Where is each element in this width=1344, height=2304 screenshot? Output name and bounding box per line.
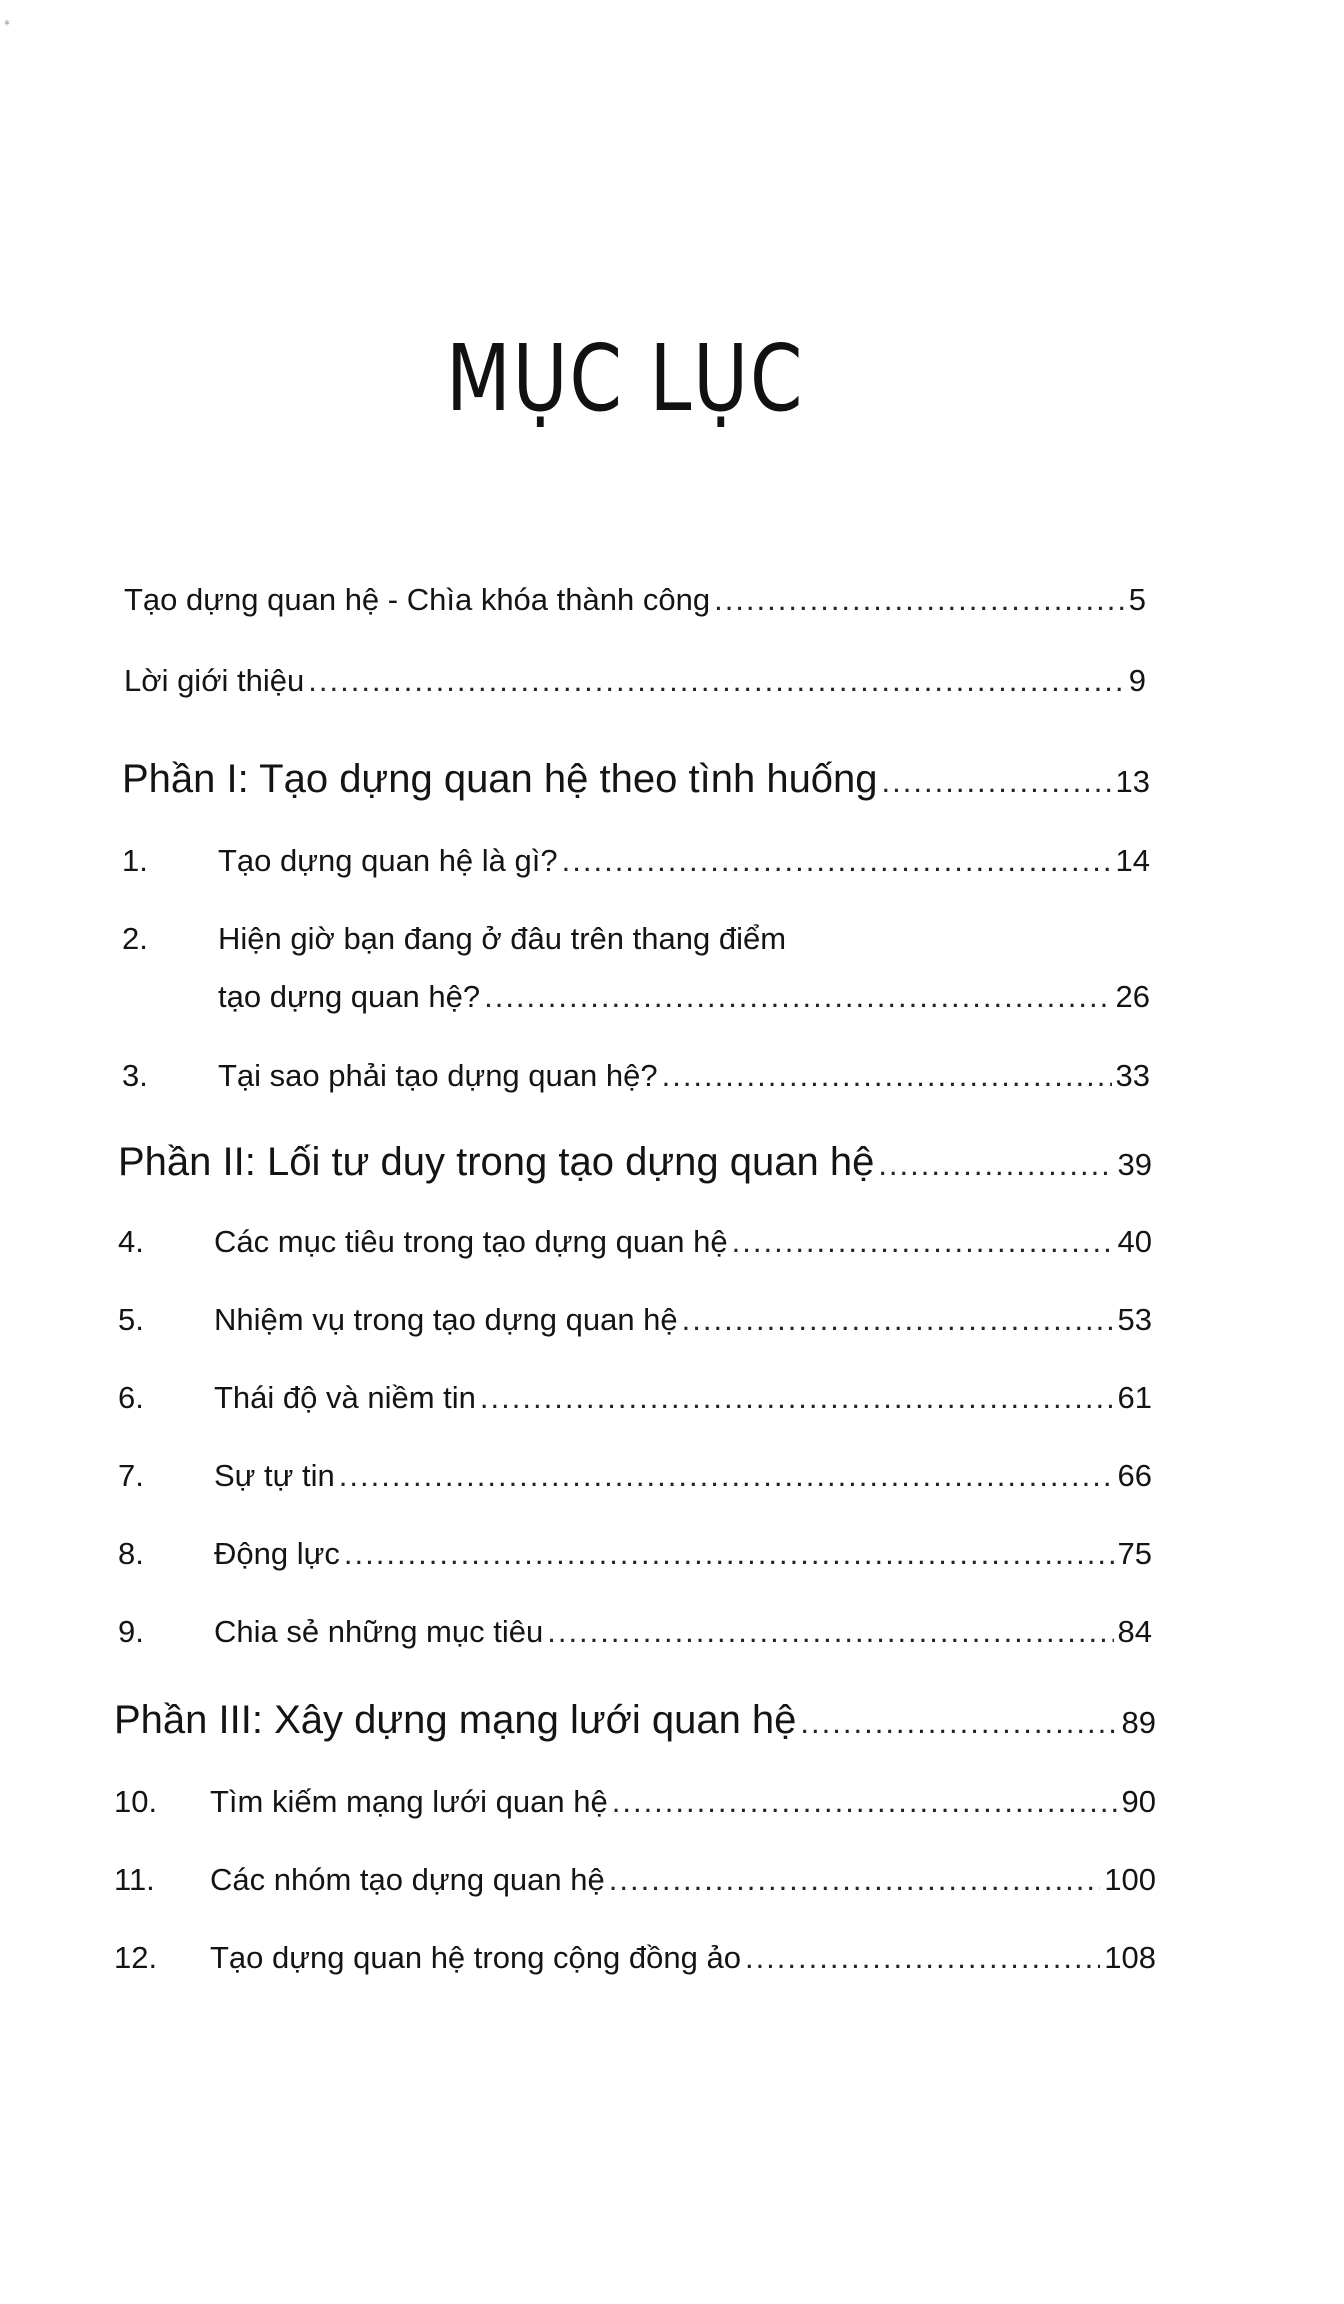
chapter-title: Chia sẻ những mục tiêu: [214, 1614, 544, 1649]
toc-part-heading: [118, 1140, 1152, 1185]
dot-leader: [339, 1458, 1114, 1494]
chapter-number: 1.: [122, 843, 148, 878]
chapter-number: 7.: [118, 1458, 144, 1493]
dot-leader: [612, 1784, 1118, 1820]
chapter-title-line: Hiện giờ bạn đang ở đâu trên thang điểm: [218, 921, 787, 956]
chapter-number: 8.: [118, 1536, 144, 1571]
toc-chapter-entry: [118, 1380, 1152, 1416]
entry-page-number: 9: [1128, 663, 1146, 698]
toc-chapter-entry: [114, 1784, 1156, 1820]
chapter-page-number: 40: [1117, 1224, 1152, 1259]
toc-part-heading: [122, 757, 1150, 802]
chapter-page-number: 75: [1117, 1536, 1152, 1571]
chapter-page-number: 26: [1115, 979, 1150, 1014]
chapter-page-number: 53: [1117, 1302, 1152, 1337]
chapter-page-number: 33: [1115, 1058, 1150, 1093]
entry-text: Tạo dựng quan hệ - Chìa khóa thành công: [124, 582, 711, 617]
toc-chapter-entry: [114, 1862, 1156, 1898]
dot-leader: [562, 843, 1112, 879]
dot-leader: [480, 1380, 1114, 1416]
chapter-number: 10.: [114, 1784, 158, 1819]
chapter-title: Thái độ và niềm tin: [214, 1380, 476, 1415]
chapter-title: Sự tự tin: [214, 1458, 335, 1493]
chapter-page-number: 100: [1104, 1862, 1156, 1897]
scan-edge-mark: ⁎: [4, 14, 10, 28]
chapter-number: 5.: [118, 1302, 144, 1337]
part-page-number: 89: [1121, 1705, 1156, 1740]
toc-chapter-entry: [122, 1058, 1150, 1094]
part-title: Phần III: Xây dựng mạng lưới quan hệ: [114, 1698, 797, 1742]
dot-leader: [609, 1862, 1101, 1898]
chapter-number: 2.: [122, 921, 148, 956]
chapter-title: Các mục tiêu trong tạo dựng quan hệ: [214, 1224, 728, 1259]
chapter-page-number: 84: [1117, 1614, 1152, 1649]
toc-part-heading: [114, 1698, 1156, 1743]
toc-intro-entry: [124, 663, 1146, 699]
toc-chapter-entry: [118, 1614, 1152, 1650]
chapter-title: Tìm kiếm mạng lưới quan hệ: [210, 1784, 608, 1819]
dot-leader: [878, 1147, 1113, 1183]
toc-chapter-entry: [118, 1302, 1152, 1338]
toc-chapter-entry: [114, 1940, 1156, 1976]
chapter-page-number: 108: [1104, 1940, 1156, 1975]
toc-intro-entry: [124, 582, 1146, 618]
entry-page-number: 5: [1128, 582, 1146, 617]
toc-chapter-entry: [122, 979, 1150, 1015]
toc-chapter-entry-first-line: [122, 921, 786, 957]
chapter-title: Các nhóm tạo dựng quan hệ: [210, 1862, 605, 1897]
dot-leader: [682, 1302, 1114, 1338]
dot-leader: [344, 1536, 1114, 1572]
dot-leader: [800, 1705, 1117, 1741]
chapter-title: Tại sao phải tạo dựng quan hệ?: [218, 1058, 658, 1093]
part-page-number: 39: [1117, 1147, 1152, 1182]
dot-leader: [882, 764, 1112, 800]
part-title: Phần II: Lối tư duy trong tạo dựng quan hệ: [118, 1140, 875, 1184]
dot-leader: [484, 979, 1111, 1015]
part-title: Phần I: Tạo dựng quan hệ theo tình huống: [122, 757, 878, 801]
page-title: MỤC LỤC: [445, 325, 805, 432]
chapter-page-number: 66: [1117, 1458, 1152, 1493]
dot-leader: [662, 1058, 1112, 1094]
chapter-number: 9.: [118, 1614, 144, 1649]
dot-leader: [308, 663, 1125, 699]
chapter-page-number: 14: [1115, 843, 1150, 878]
dot-leader: [732, 1224, 1114, 1260]
toc-chapter-entry: [118, 1536, 1152, 1572]
toc-chapter-entry: [122, 843, 1150, 879]
dot-leader: [745, 1940, 1100, 1976]
chapter-title: tạo dựng quan hệ?: [218, 979, 481, 1014]
chapter-title: Động lực: [214, 1536, 340, 1571]
part-page-number: 13: [1115, 764, 1150, 799]
chapter-number: 12.: [114, 1940, 158, 1975]
dot-leader: [547, 1614, 1113, 1650]
chapter-title: Tạo dựng quan hệ là gì?: [218, 843, 558, 878]
dot-leader: [714, 582, 1125, 618]
toc-chapter-entry: [118, 1224, 1152, 1260]
chapter-number: 11.: [114, 1862, 155, 1897]
chapter-title: Nhiệm vụ trong tạo dựng quan hệ: [214, 1302, 678, 1337]
chapter-page-number: 61: [1117, 1380, 1152, 1415]
chapter-number: 6.: [118, 1380, 144, 1415]
chapter-number: 3.: [122, 1058, 148, 1093]
chapter-number: 4.: [118, 1224, 144, 1259]
toc-chapter-entry: [118, 1458, 1152, 1494]
chapter-page-number: 90: [1121, 1784, 1156, 1819]
entry-text: Lời giới thiệu: [124, 663, 305, 698]
chapter-title: Tạo dựng quan hệ trong cộng đồng ảo: [210, 1940, 741, 1975]
